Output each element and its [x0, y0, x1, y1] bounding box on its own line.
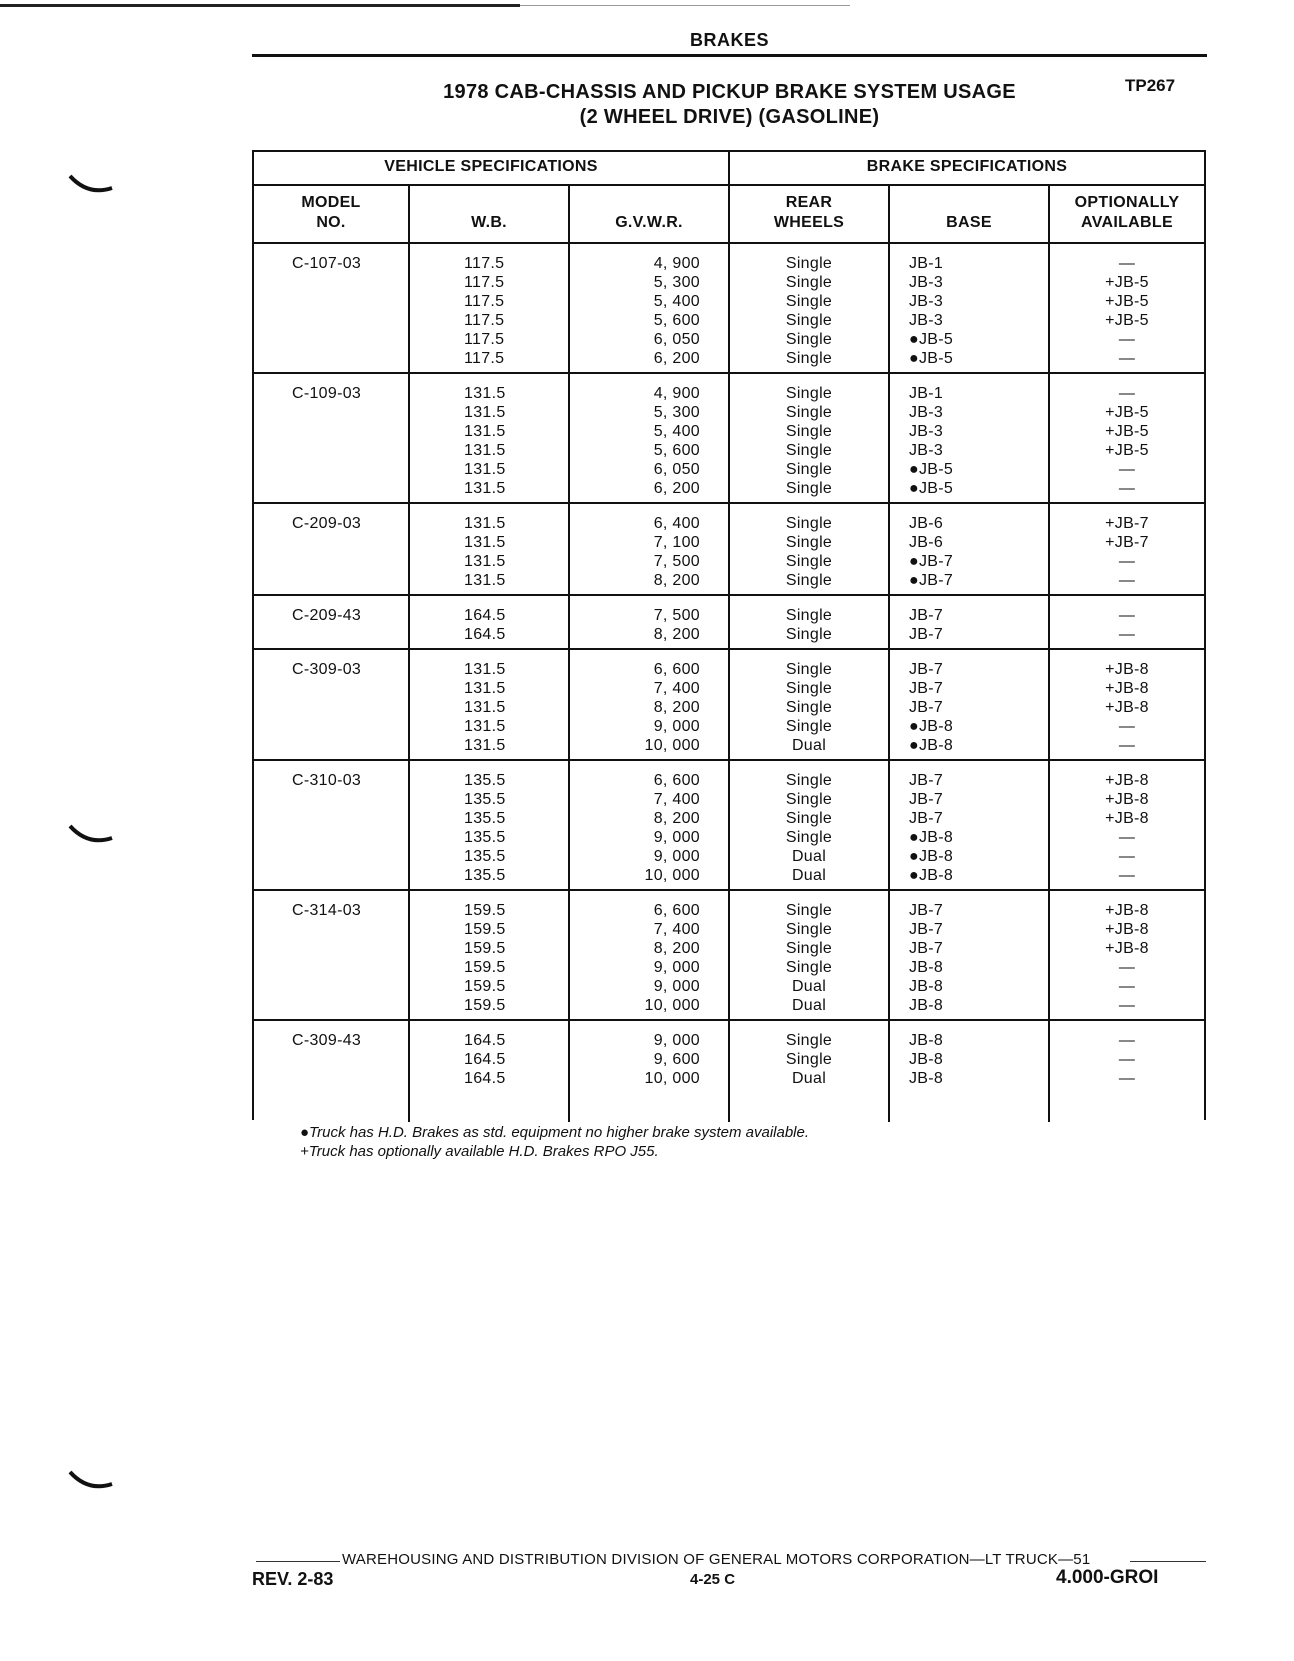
gvwr-value: 6, 050 — [653, 331, 700, 348]
rear-wheels-value: Single — [785, 423, 833, 440]
gvwr-value: 5, 600 — [653, 312, 700, 329]
rear-wheels-value: Single — [785, 921, 833, 938]
model-group-divider — [254, 1019, 1204, 1021]
base-brake-value: JB-7 — [909, 921, 944, 938]
rear-wheels-value: Single — [785, 312, 833, 329]
gvwr-value: 8, 200 — [653, 572, 700, 589]
rear-wheels-value: Dual — [791, 848, 827, 865]
binder-hole-mark-icon — [66, 170, 116, 200]
wb-value: 159.5 — [464, 902, 506, 919]
gvwr-value: 8, 200 — [653, 810, 700, 827]
base-brake-value: JB-7 — [909, 699, 944, 716]
optional-brake-value: — — [1118, 848, 1136, 865]
footnote-optional: +Truck has optionally available H.D. Brakes RPO J55. — [300, 1143, 659, 1160]
wb-value: 131.5 — [464, 480, 506, 497]
rear-wheels-value: Dual — [791, 737, 827, 754]
wb-value: 135.5 — [464, 829, 506, 846]
wb-value: 135.5 — [464, 791, 506, 808]
optional-brake-value: +JB-8 — [1105, 921, 1149, 938]
page-number: 4-25 C — [690, 1571, 736, 1588]
optional-brake-value: — — [1118, 737, 1136, 754]
page-title-line-2: (2 WHEEL DRIVE) (GASOLINE) — [579, 106, 880, 128]
wb-value: 159.5 — [464, 997, 506, 1014]
rear-wheels-value: Dual — [791, 1070, 827, 1087]
wb-value: 131.5 — [464, 515, 506, 532]
base-brake-value: JB-3 — [909, 274, 944, 291]
optional-brake-value: — — [1118, 385, 1136, 402]
wb-value: 117.5 — [464, 255, 505, 272]
gvwr-value: 8, 200 — [653, 940, 700, 957]
gvwr-value: 8, 200 — [653, 699, 700, 716]
wb-value: 131.5 — [464, 534, 506, 551]
optional-brake-value: — — [1118, 331, 1136, 348]
document-code: TP267 — [1125, 76, 1176, 95]
model-group-divider — [254, 759, 1204, 761]
optional-brake-value: — — [1118, 626, 1136, 643]
base-brake-value: ●JB-5 — [909, 350, 954, 367]
gvwr-value: 9, 000 — [653, 829, 700, 846]
brake-usage-table — [252, 150, 1206, 1120]
gvwr-value: 10, 000 — [644, 867, 700, 884]
base-brake-value: ●JB-5 — [909, 480, 954, 497]
wb-value: 131.5 — [464, 423, 506, 440]
wb-value: 117.5 — [464, 274, 505, 291]
base-brake-value: JB-7 — [909, 626, 944, 643]
wb-value: 131.5 — [464, 718, 506, 735]
wb-value: 131.5 — [464, 680, 506, 697]
base-brake-value: JB-8 — [909, 1051, 944, 1068]
optional-brake-value: — — [1118, 461, 1136, 478]
optional-brake-value: — — [1118, 1051, 1136, 1068]
gvwr-value: 4, 900 — [653, 255, 700, 272]
rear-wheels-value: Dual — [791, 978, 827, 995]
column-header-rear-wheels: REAR WHEELS — [773, 194, 845, 231]
model-group-divider — [254, 648, 1204, 650]
rear-wheels-value: Single — [785, 661, 833, 678]
model-number: C-309-03 — [292, 661, 362, 678]
gvwr-value: 7, 500 — [653, 607, 700, 624]
rear-wheels-value: Single — [785, 255, 833, 272]
gvwr-value: 6, 200 — [653, 350, 700, 367]
optional-brake-value: +JB-5 — [1105, 274, 1149, 291]
base-brake-value: ●JB-5 — [909, 331, 954, 348]
wb-value: 131.5 — [464, 404, 506, 421]
binder-hole-mark-icon — [66, 1466, 116, 1496]
optional-brake-value: +JB-5 — [1105, 312, 1149, 329]
base-brake-value: ●JB-5 — [909, 461, 954, 478]
wb-value: 159.5 — [464, 921, 506, 938]
base-brake-value: JB-7 — [909, 772, 944, 789]
gvwr-value: 9, 000 — [653, 718, 700, 735]
base-brake-value: JB-7 — [909, 810, 944, 827]
gvwr-value: 5, 300 — [653, 404, 700, 421]
brake-specifications-header: BRAKE SPECIFICATIONS — [866, 158, 1068, 175]
base-brake-value: JB-7 — [909, 940, 944, 957]
gvwr-value: 8, 200 — [653, 626, 700, 643]
gvwr-value: 10, 000 — [644, 997, 700, 1014]
model-number: C-109-03 — [292, 385, 362, 402]
optional-brake-value: — — [1118, 553, 1136, 570]
optional-brake-value: +JB-8 — [1105, 902, 1149, 919]
gvwr-value: 9, 000 — [653, 978, 700, 995]
wb-value: 117.5 — [464, 312, 505, 329]
optional-brake-value: +JB-7 — [1105, 534, 1149, 551]
rear-wheels-value: Single — [785, 699, 833, 716]
gvwr-value: 9, 600 — [653, 1051, 700, 1068]
base-brake-value: JB-8 — [909, 1070, 944, 1087]
rear-wheels-value: Single — [785, 1032, 833, 1049]
rear-wheels-value: Single — [785, 718, 833, 735]
gvwr-value: 5, 400 — [653, 293, 700, 310]
wb-value: 164.5 — [464, 626, 506, 643]
wb-value: 117.5 — [464, 293, 505, 310]
optional-brake-value: +JB-7 — [1105, 515, 1149, 532]
rear-wheels-value: Single — [785, 959, 833, 976]
optional-brake-value: — — [1118, 1070, 1136, 1087]
section-rule — [252, 54, 1207, 57]
rear-wheels-value: Single — [785, 404, 833, 421]
gvwr-value: 5, 600 — [653, 442, 700, 459]
revision-label: REV. 2-83 — [252, 1569, 334, 1589]
base-brake-value: JB-7 — [909, 902, 944, 919]
model-group-divider — [254, 594, 1204, 596]
base-brake-value: JB-3 — [909, 293, 944, 310]
rear-wheels-value: Single — [785, 515, 833, 532]
gvwr-value: 4, 900 — [653, 385, 700, 402]
wb-value: 135.5 — [464, 848, 506, 865]
model-number: C-209-43 — [292, 607, 362, 624]
optional-brake-value: — — [1118, 480, 1136, 497]
base-brake-value: JB-7 — [909, 680, 944, 697]
footer-rule-left — [256, 1561, 340, 1562]
model-group-divider — [254, 502, 1204, 504]
wb-value: 164.5 — [464, 1051, 506, 1068]
wb-value: 131.5 — [464, 572, 506, 589]
gvwr-value: 7, 400 — [653, 921, 700, 938]
gvwr-value: 10, 000 — [644, 737, 700, 754]
wb-value: 159.5 — [464, 978, 506, 995]
wb-value: 131.5 — [464, 699, 506, 716]
optional-brake-value: +JB-8 — [1105, 791, 1149, 808]
model-number: C-309-43 — [292, 1032, 362, 1049]
base-brake-value: JB-8 — [909, 997, 944, 1014]
rear-wheels-value: Single — [785, 293, 833, 310]
rear-wheels-value: Single — [785, 940, 833, 957]
wb-value: 159.5 — [464, 959, 506, 976]
optional-brake-value: +JB-8 — [1105, 699, 1149, 716]
rear-wheels-value: Single — [785, 553, 833, 570]
gvwr-value: 5, 300 — [653, 274, 700, 291]
gvwr-value: 7, 400 — [653, 791, 700, 808]
rear-wheels-value: Single — [785, 810, 833, 827]
column-header-optionally-available: OPTIONALLY AVAILABLE — [1074, 194, 1180, 231]
wb-value: 117.5 — [464, 331, 505, 348]
rear-wheels-value: Single — [785, 772, 833, 789]
rear-wheels-value: Single — [785, 534, 833, 551]
wb-value: 117.5 — [464, 350, 505, 367]
gvwr-value: 7, 100 — [653, 534, 700, 551]
vehicle-specifications-header: VEHICLE SPECIFICATIONS — [384, 158, 598, 175]
optional-brake-value: — — [1118, 997, 1136, 1014]
base-brake-value: JB-8 — [909, 959, 944, 976]
model-number: C-310-03 — [292, 772, 362, 789]
gvwr-value: 6, 400 — [653, 515, 700, 532]
optional-brake-value: — — [1118, 572, 1136, 589]
optional-brake-value: — — [1118, 718, 1136, 735]
optional-brake-value: — — [1118, 867, 1136, 884]
gvwr-value: 6, 050 — [653, 461, 700, 478]
rear-wheels-value: Single — [785, 385, 833, 402]
optional-brake-value: +JB-8 — [1105, 772, 1149, 789]
base-brake-value: JB-7 — [909, 661, 944, 678]
rear-wheels-value: Single — [785, 829, 833, 846]
base-brake-value: ●JB-8 — [909, 829, 954, 846]
wb-value: 164.5 — [464, 607, 506, 624]
footer-rule-right — [1130, 1561, 1206, 1562]
column-header-gvwr: G.V.W.R. — [615, 214, 683, 231]
top-edge-rule — [0, 4, 520, 7]
base-brake-value: JB-7 — [909, 791, 944, 808]
optional-brake-value: — — [1118, 959, 1136, 976]
optional-brake-value: — — [1118, 829, 1136, 846]
rear-wheels-value: Single — [785, 331, 833, 348]
gvwr-value: 9, 000 — [653, 1032, 700, 1049]
gvwr-value: 7, 400 — [653, 680, 700, 697]
rear-wheels-value: Single — [785, 572, 833, 589]
optional-brake-value: +JB-8 — [1105, 661, 1149, 678]
page-title-line-1: 1978 CAB-CHASSIS AND PICKUP BRAKE SYSTEM USAGE — [443, 81, 1016, 103]
optional-brake-value: +JB-5 — [1105, 423, 1149, 440]
rear-wheels-value: Single — [785, 680, 833, 697]
rear-wheels-value: Single — [785, 791, 833, 808]
optional-brake-value: +JB-8 — [1105, 680, 1149, 697]
gvwr-value: 7, 500 — [653, 553, 700, 570]
optional-brake-value: — — [1118, 255, 1136, 272]
optional-brake-value: +JB-5 — [1105, 293, 1149, 310]
base-brake-value: JB-3 — [909, 312, 944, 329]
base-brake-value: JB-3 — [909, 423, 944, 440]
wb-value: 131.5 — [464, 385, 506, 402]
base-brake-value: ●JB-8 — [909, 848, 954, 865]
gvwr-value: 6, 600 — [653, 772, 700, 789]
column-divider — [888, 184, 890, 1122]
rear-wheels-value: Dual — [791, 997, 827, 1014]
document-id: 4.000-GROI — [1056, 1567, 1159, 1588]
column-header-base: BASE — [946, 214, 992, 231]
rear-wheels-value: Single — [785, 274, 833, 291]
wb-value: 135.5 — [464, 867, 506, 884]
base-brake-value: JB-8 — [909, 1032, 944, 1049]
rear-wheels-value: Dual — [791, 867, 827, 884]
gvwr-value: 5, 400 — [653, 423, 700, 440]
optional-brake-value: — — [1118, 607, 1136, 624]
rear-wheels-value: Single — [785, 607, 833, 624]
wb-value: 135.5 — [464, 810, 506, 827]
wb-value: 135.5 — [464, 772, 506, 789]
base-brake-value: JB-6 — [909, 534, 944, 551]
rear-wheels-value: Single — [785, 461, 833, 478]
wb-value: 164.5 — [464, 1070, 506, 1087]
column-divider — [568, 184, 570, 1122]
optional-brake-value: +JB-8 — [1105, 940, 1149, 957]
model-group-divider — [254, 372, 1204, 374]
base-brake-value: ●JB-7 — [909, 553, 954, 570]
optional-brake-value: — — [1118, 978, 1136, 995]
column-header-wb: W.B. — [471, 214, 507, 231]
rear-wheels-value: Single — [785, 626, 833, 643]
base-brake-value: JB-1 — [909, 255, 944, 272]
model-number: C-209-03 — [292, 515, 362, 532]
top-edge-rule-thin — [520, 5, 850, 6]
rear-wheels-value: Single — [785, 442, 833, 459]
binder-hole-mark-icon — [66, 820, 116, 850]
optional-brake-value: +JB-8 — [1105, 810, 1149, 827]
base-brake-value: ●JB-8 — [909, 718, 954, 735]
base-brake-value: JB-7 — [909, 607, 944, 624]
rear-wheels-value: Single — [785, 350, 833, 367]
footer-division-line: WAREHOUSING AND DISTRIBUTION DIVISION OF GENERAL MOTORS CORPORATION—LT TRUCK—51 — [342, 1551, 1091, 1568]
gvwr-value: 6, 600 — [653, 661, 700, 678]
rear-wheels-value: Single — [785, 1051, 833, 1068]
optional-brake-value: — — [1118, 1032, 1136, 1049]
column-header-model-no: MODEL NO. — [301, 194, 361, 231]
base-brake-value: ●JB-8 — [909, 737, 954, 754]
model-group-divider — [254, 889, 1204, 891]
base-brake-value: JB-6 — [909, 515, 944, 532]
optional-brake-value: +JB-5 — [1105, 442, 1149, 459]
footnote-std-equipment: ●Truck has H.D. Brakes as std. equipment no higher brake system available. — [300, 1124, 810, 1141]
wb-value: 131.5 — [464, 461, 506, 478]
wb-value: 131.5 — [464, 442, 506, 459]
page-title — [252, 80, 1207, 130]
base-brake-value: JB-3 — [909, 404, 944, 421]
base-brake-value: JB-1 — [909, 385, 944, 402]
rear-wheels-value: Single — [785, 480, 833, 497]
base-brake-value: JB-3 — [909, 442, 944, 459]
gvwr-value: 9, 000 — [653, 959, 700, 976]
column-divider — [408, 184, 410, 1122]
gvwr-value: 10, 000 — [644, 1070, 700, 1087]
wb-value: 131.5 — [464, 737, 506, 754]
optional-brake-value: +JB-5 — [1105, 404, 1149, 421]
gvwr-value: 6, 600 — [653, 902, 700, 919]
optional-brake-value: — — [1118, 350, 1136, 367]
base-brake-value: JB-8 — [909, 978, 944, 995]
base-brake-value: ●JB-8 — [909, 867, 954, 884]
wb-value: 131.5 — [464, 661, 506, 678]
section-heading: BRAKES — [689, 30, 769, 50]
wb-value: 131.5 — [464, 553, 506, 570]
model-number: C-314-03 — [292, 902, 362, 919]
rear-wheels-value: Single — [785, 902, 833, 919]
base-brake-value: ●JB-7 — [909, 572, 954, 589]
model-number: C-107-03 — [292, 255, 362, 272]
wb-value: 159.5 — [464, 940, 506, 957]
wb-value: 164.5 — [464, 1032, 506, 1049]
gvwr-value: 9, 000 — [653, 848, 700, 865]
gvwr-value: 6, 200 — [653, 480, 700, 497]
